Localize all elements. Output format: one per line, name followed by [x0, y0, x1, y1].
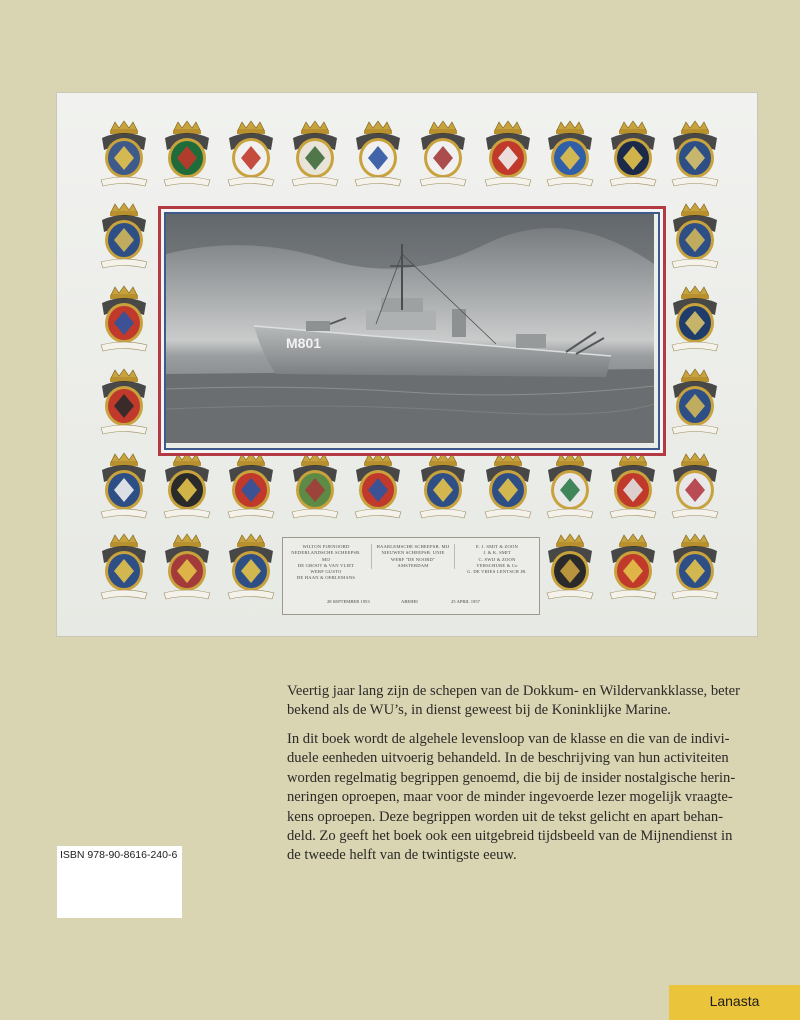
text-line: In dit boek wordt de algehele levensloop van de klasse en die van de indivi- [287, 731, 730, 747]
ship-crest-icon [543, 120, 597, 192]
ship-crest-icon [481, 452, 535, 524]
text-line: kens oproepen. Deze begrippen worden uit de tekst gelicht en apart behan- [287, 808, 724, 825]
ship-crest-icon [288, 120, 342, 192]
ship-crest-icon [668, 120, 722, 192]
ship-crest-icon [351, 120, 405, 192]
text-line: de tweede helft van de twintigste eeuw. [287, 847, 517, 864]
publisher-band [669, 985, 800, 1020]
ship-illustration [166, 214, 654, 443]
hull-number: M801 [286, 335, 322, 351]
ship-crest-icon [668, 202, 722, 274]
ship-crest-icon [416, 120, 470, 192]
caption-date-right: 25 APRIL 1957 [451, 599, 480, 604]
caption-line: E. J. SMIT & ZOON [475, 544, 519, 549]
isbn-barcode-area [57, 846, 182, 918]
caption-line: J. & K. SMIT [483, 550, 511, 556]
caption-line: AMSTERDAM [397, 562, 429, 568]
ship-crest-icon [288, 452, 342, 524]
ship-crest-icon [97, 452, 151, 524]
ship-crest-icon [224, 452, 278, 524]
caption-line: WERF GUSTO [310, 569, 342, 575]
text-line: neringen oproepen, maar voor de minder ingevoerde lezer mogelijk vraagte- [287, 789, 733, 806]
ship-crest-icon [160, 533, 214, 605]
intro-paragraph [287, 682, 762, 721]
ship-crest-icon [481, 120, 535, 192]
ship-crest-icon [224, 533, 278, 605]
ship-crest-icon [97, 533, 151, 605]
publisher-name: Lanasta [709, 993, 760, 1009]
ship-crest-icon [97, 368, 151, 440]
ship-crest-icon [543, 452, 597, 524]
ship-crest-icon [97, 202, 151, 274]
ship-crest-icon [97, 285, 151, 357]
caption-line: NEDERLANDSCHE SCHEEPSB. MIJ [291, 550, 361, 562]
ship-crest-icon [606, 533, 660, 605]
caption-line: WILTON FIJENOORD [302, 544, 350, 549]
ship-crest-icon [543, 533, 597, 605]
ship-crest-icon [224, 120, 278, 192]
text-line: Veertig jaar lang zijn de schepen van de Dokkum- en Wildervankklasse, beter [287, 683, 741, 699]
plate-caption [282, 537, 540, 615]
caption-column-1 [287, 544, 365, 582]
sea [166, 369, 654, 443]
caption-date-left: 28 SEPTEMBER 1953 [327, 599, 370, 604]
caption-line: G. DE VRIES LENTSCH JR. [467, 569, 527, 575]
text-line: deld. Zo geeft het boek ook een uitgebreid tijdsbeeld van de Mijnendienst in [287, 828, 733, 845]
text-line: duele eenheden uitvoerig behandeld. In de beschrijving van hun activiteiten [287, 750, 729, 767]
description-paragraph [287, 730, 762, 866]
text-line: bekend als de WU’s, in dienst geweest bij de Koninklijke Marine. [287, 702, 671, 719]
caption-line: NIEUWEN SCHEEPSB. UNIE [381, 550, 445, 556]
caption-column-2 [371, 544, 455, 569]
caption-line: VERSCHURE & Co [476, 562, 518, 568]
caption-date-mid: ABEHEI [401, 599, 418, 604]
ship-photo [166, 214, 654, 443]
ship-crest-icon [606, 120, 660, 192]
ship-crest-icon [160, 120, 214, 192]
ship-crest-icon [351, 452, 405, 524]
caption-column-3 [459, 544, 535, 575]
caption-line: DE GROOT & VAN VLIET [297, 562, 355, 568]
ship-crest-icon [606, 452, 660, 524]
ship-crest-icon [668, 285, 722, 357]
caption-line: DE HAAN & OERLEMANS [296, 575, 356, 581]
caption-line: C. SWIJ & ZOON [478, 556, 516, 562]
ship-crest-icon [160, 452, 214, 524]
ship-crest-icon [668, 368, 722, 440]
ship-crest-icon [668, 533, 722, 605]
isbn-number: ISBN 978-90-8616-240-6 [60, 849, 178, 861]
ship-crest-icon [97, 120, 151, 192]
ship-crest-icon [668, 452, 722, 524]
text-line: worden regelmatig begrippen genoemd, die bij de insider nostalgische herin- [287, 769, 736, 786]
caption-line: HAARLEMSCHE SCHEEPSB. MIJ [376, 544, 450, 549]
ship-crest-icon [416, 452, 470, 524]
caption-line: WERF "DE NOORD" [390, 556, 436, 562]
